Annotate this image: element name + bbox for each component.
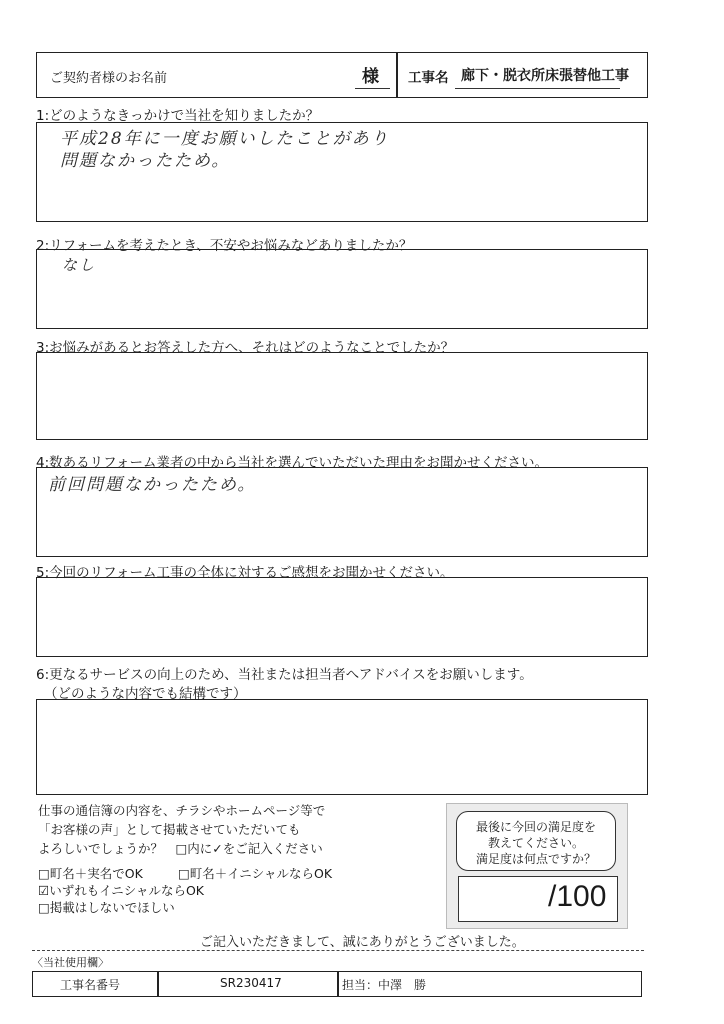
question-6-answer-box[interactable] — [36, 699, 648, 795]
customer-name-field[interactable] — [195, 60, 385, 88]
customer-name-underline — [355, 88, 390, 89]
office-use-divider-1 — [157, 971, 159, 997]
question-2-answer-line-1: なし — [62, 256, 97, 274]
question-2-answer-box[interactable] — [36, 249, 648, 329]
satisfaction-score-suffix: /100 — [548, 880, 607, 913]
satisfaction-text-line-3: 満足度は何点ですか？ — [475, 852, 596, 866]
project-number-value: SR230417 — [220, 976, 282, 990]
publish-option-no-publish[interactable]: □掲載はしないでほしい — [38, 900, 175, 915]
header-divider — [396, 52, 398, 98]
question-4-answer-line-1: 前回問題なかったため。 — [48, 475, 257, 495]
question-6-sublabel: （どのような内容でも結構です） — [44, 686, 247, 702]
dashed-separator — [32, 950, 644, 951]
project-label: 工事名 — [408, 70, 449, 86]
publish-text-line-2: 「お客様の声」として掲載させていただいても — [38, 822, 301, 837]
publish-option-name-initial[interactable]: □町名＋イニシャルならOK — [178, 866, 333, 881]
publish-text-line-1: 仕事の通信簿の内容を、チラシやホームページ等で — [38, 803, 326, 818]
office-use-divider-2 — [337, 971, 339, 997]
question-6-label: 6:更なるサービスの向上のため、当社または担当者へアドバイスをお願いします。 — [36, 667, 533, 683]
project-name-underline — [455, 88, 620, 89]
project-name: 廊下・脱衣所床張替他工事 — [461, 68, 629, 84]
question-5-answer-box[interactable] — [36, 577, 648, 657]
question-3-answer-box[interactable] — [36, 352, 648, 440]
question-3-label: 3:お悩みがあるとお答えした方へ、それはどのようなことでしたか？ — [36, 340, 455, 356]
project-number-label: 工事名番号 — [60, 978, 121, 992]
publish-text-line-3: よろしいでしょうか？ □内に✓をご記入ください — [38, 841, 323, 856]
question-1-answer-line-1: 平成28年に一度お願いしたことがあり — [60, 129, 390, 149]
office-use-title: 〈当社使用欄〉 — [32, 956, 109, 969]
customer-name-label: ご契約者様のお名前 — [50, 71, 168, 86]
question-1-answer-line-2: 問題なかったため。 — [60, 151, 231, 171]
thanks-message: ご記入いただきまして、誠にありがとうございました。 — [200, 935, 525, 950]
satisfaction-text-line-1: 最後に今回の満足度を — [475, 820, 596, 834]
sama-suffix: 様 — [362, 67, 379, 87]
publish-option-all-initial[interactable]: ☑いずれもイニシャルならOK — [38, 883, 204, 898]
staff-name: 担当：中澤 勝 — [342, 978, 427, 992]
question-2-label: 2:リフォームを考えたとき、不安やお悩みなどありましたか？ — [36, 238, 413, 254]
question-4-label: 4:数あるリフォーム業者の中から当社を選んでいただいた理由をお聞かせください。 — [36, 455, 548, 471]
publish-option-name-real[interactable]: □町名＋実名でOK — [38, 866, 143, 881]
question-1-label: 1:どのようなきっかけで当社を知りましたか？ — [36, 108, 320, 124]
satisfaction-text-line-2: 教えてください。 — [487, 836, 584, 850]
question-5-label: 5:今回のリフォーム工事の全体に対するご感想をお聞かせください。 — [36, 565, 454, 581]
